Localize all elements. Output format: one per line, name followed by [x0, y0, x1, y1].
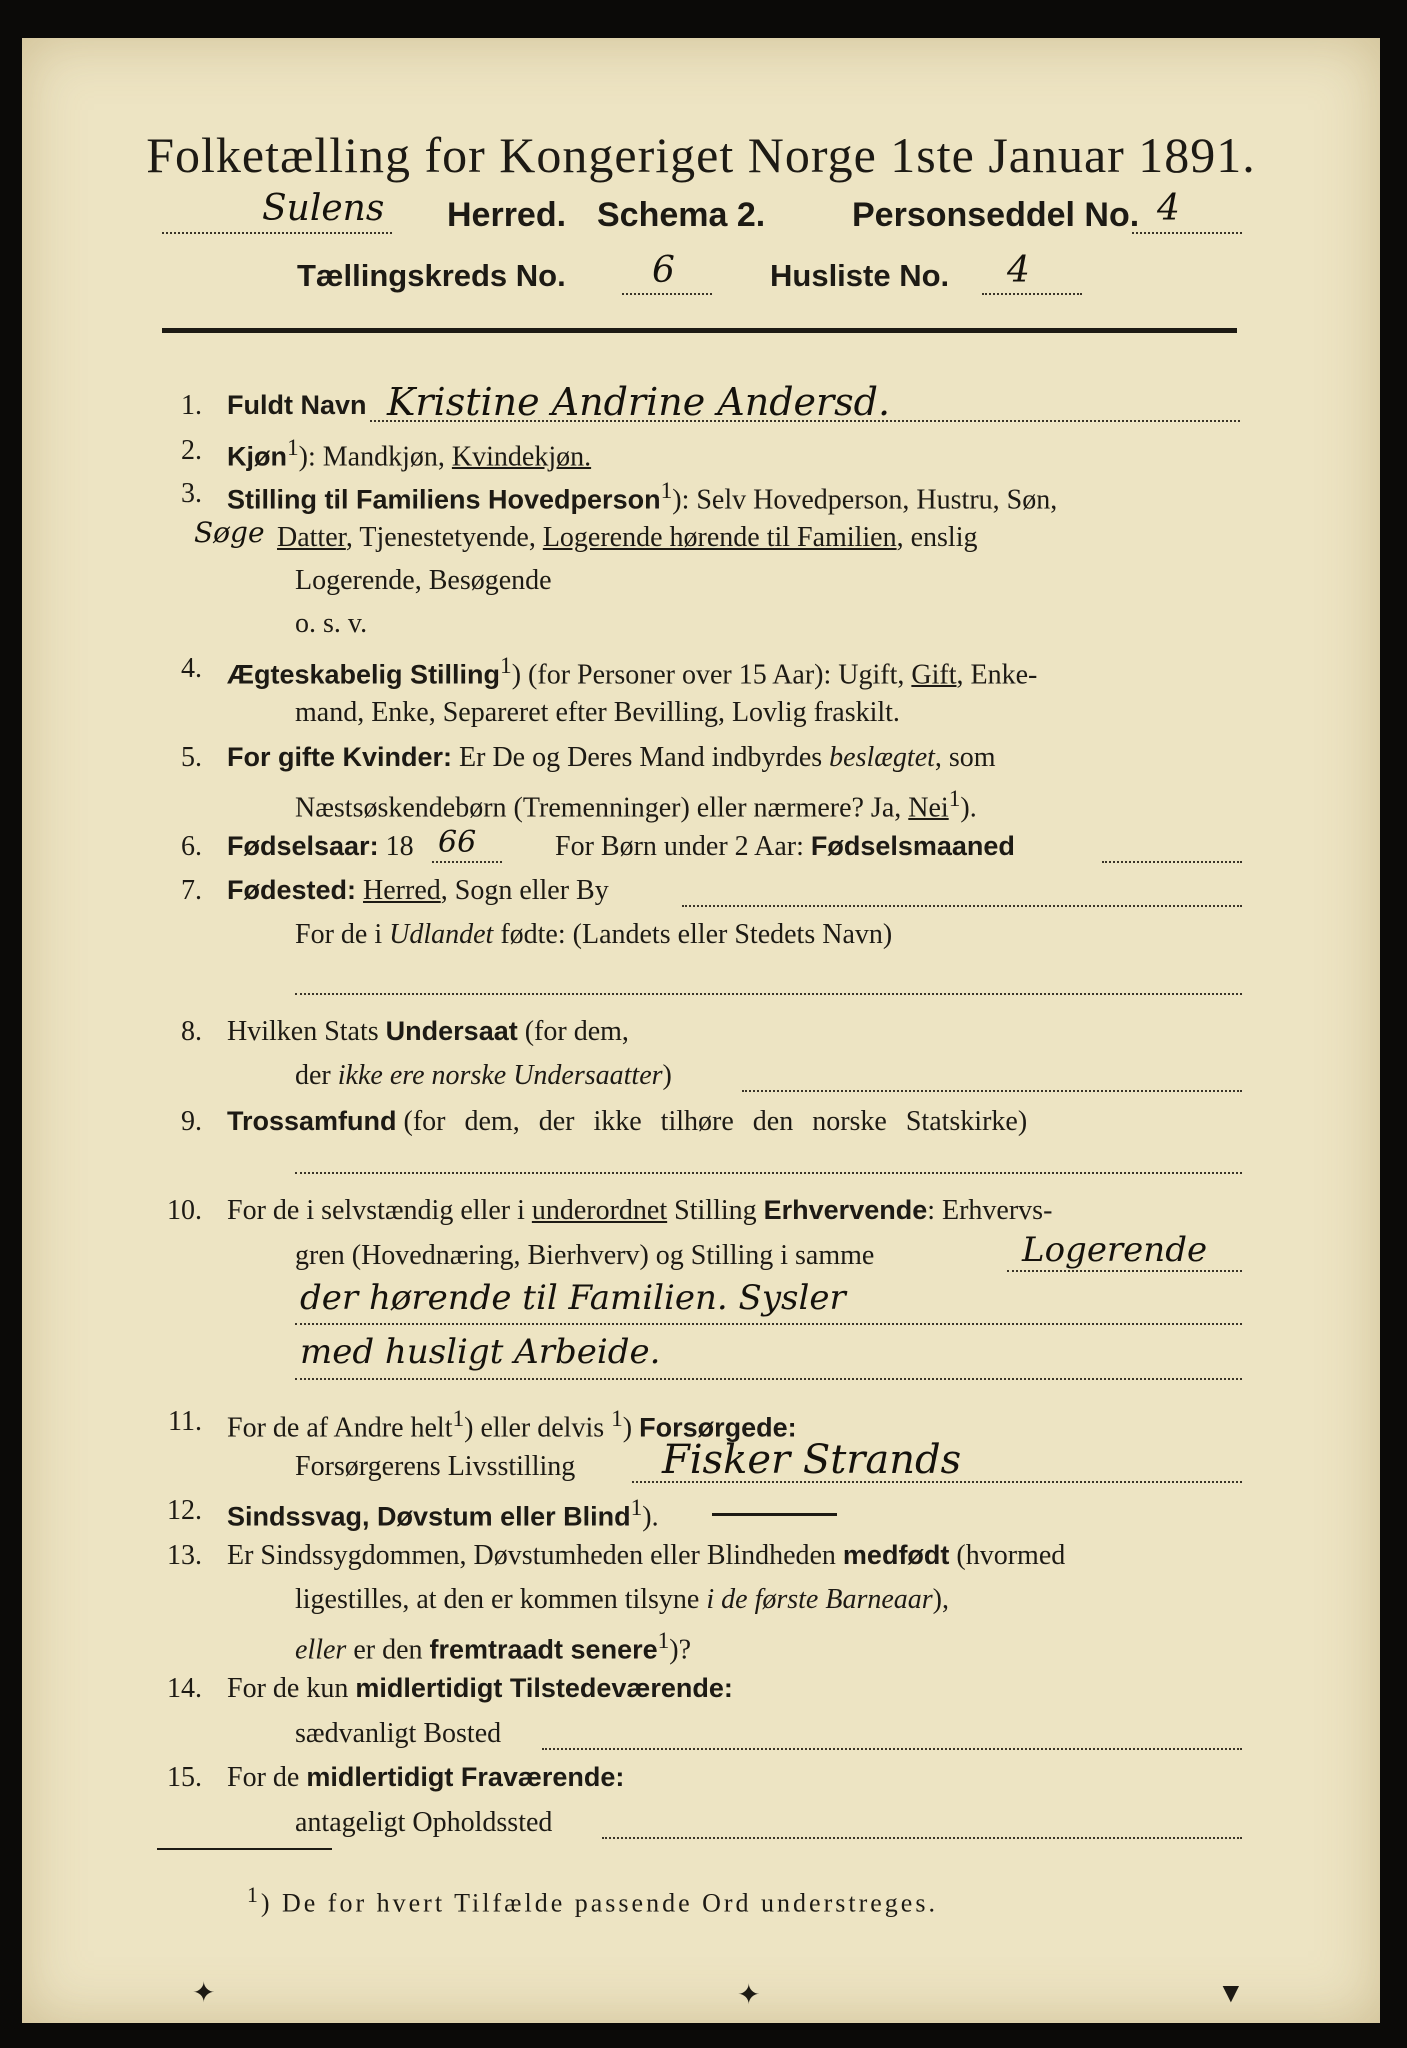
item-4-selected: Gift [911, 659, 957, 691]
personseddel-value: 4 [1157, 188, 1180, 229]
registration-mark-right: ▼ [1217, 1978, 1245, 2009]
item-5-selected: Nei [908, 792, 949, 824]
herred-dots [162, 232, 392, 234]
occupation-line1: Logerende [1022, 1230, 1208, 1270]
husliste-label: Husliste No. [770, 258, 950, 293]
personseddel-label: Personseddel No. [852, 196, 1140, 234]
occupation-line3: med husligt Arbeide. [300, 1332, 661, 1372]
header-rule [162, 328, 1237, 333]
item-2-selected: Kvindekjøn. [451, 441, 592, 473]
item-12-dash [712, 1513, 837, 1516]
birth-year-value: 66 [438, 825, 477, 860]
occupation-line2: der hørende til Familien. Sysler [300, 1278, 846, 1318]
kreds-value: 6 [652, 250, 675, 291]
registration-mark-center: ✦ [737, 1980, 761, 2011]
kreds-dots [622, 293, 712, 295]
census-form: Folketælling for Kongeriget Norge 1ste Januar 1891. Sulens Herred. Schema 2. Personseddel No. 4 Tællingskreds No. 6 Husliste No. 4 1. Fuldt Navn Kristine Andrine Andersd. 2. Kjøn$^1$): Mandkjøn, Kvindekjøn. 3. Stilling til Familiens Hovedperson$^1$): Selv Hovedperson, Hustru, Søn, Søge Datter, Tjenestetyende, Logerende hørende til Familien, enslig Logerende, Besøgende o. s. v. 4. Ægteskabelig Stilling$^1$) (for Personer over 15 Aar): Ugift, Gift, Enke- mand, Enke, Separeret efter Bevilling, Lovlig fraskilt. 5. For gifte Kvinder: Er De og Deres Mand indbyrdes beslægtet, som Næstsøskendebørn (Tremenninger) eller nærmere? Ja, Nei$^1$). 6. Fødselsaar: 18 66 For Børn under 2 Aar: Fødselsmaaned 7. Fødested: Herred, Sogn eller By For de i Udlandet fødte: (Landets eller Stedets Navn) 8. Hvilken Stats Undersaat (for dem, der ikke ere norske Undersaatter) 9. Trossamfund (for dem, der ikke tilhøre den norske Statskirke) 10. For de i selvstændig eller i underordnet Stilling Erhvervende: Erhvervs- gren (Hovednæring, Bierhverv) og Stilling i samme Logerende der hørende til Familien. Sysler med husligt Arbeide. 11. For de af Andre helt$^1$) eller delvis $^1$) Forsørgede: Forsørgerens Livsstilling Fisker Strands 12. Sindssvag, Døvstum eller Blind$^1$). 13. Er Sindssygdommen, Døvstumheden eller Blindheden medfødt (hvormed ligestilles, at den er kommen tilsyne i de første Barneaar), eller er den fremtraadt senere$^1$)? 14. For de kun midlertidigt Tilstedeværende: sædvanligt Bosted 15. For de midlertidigt Fraværende: antageligt Opholdssted $^1$) De for hvert Tilfælde passende Ord understreges. ✦ ✦ ▼ [22, 38, 1380, 2023]
registration-mark-left: ✦ [192, 1978, 216, 2009]
item-3-selected: Logerende hørende til Familien [542, 522, 897, 553]
footnote: $^1$) De for hvert Tilfælde passende Ord understreges. [247, 1883, 938, 1918]
item-3-hand-prefix: Søge [194, 516, 265, 549]
herred-value: Sulens [262, 188, 385, 229]
kreds-label: Tællingskreds No. [297, 258, 566, 293]
husliste-value: 4 [1007, 250, 1030, 291]
item-7-selected: Herred [363, 875, 441, 906]
schema-label: Schema 2. [597, 196, 766, 234]
personseddel-dots [1132, 232, 1242, 234]
item-1-label: Fuldt Navn [227, 390, 367, 420]
provider-occupation: Fisker Strands [662, 1437, 962, 1483]
footnote-rule [157, 1848, 332, 1850]
herred-label: Herred. [447, 196, 567, 234]
husliste-dots [982, 293, 1082, 295]
form-title: Folketælling for Kongeriget Norge 1ste Januar 1891. [146, 127, 1256, 183]
item-1-answer: Kristine Andrine Andersd. [387, 380, 891, 424]
